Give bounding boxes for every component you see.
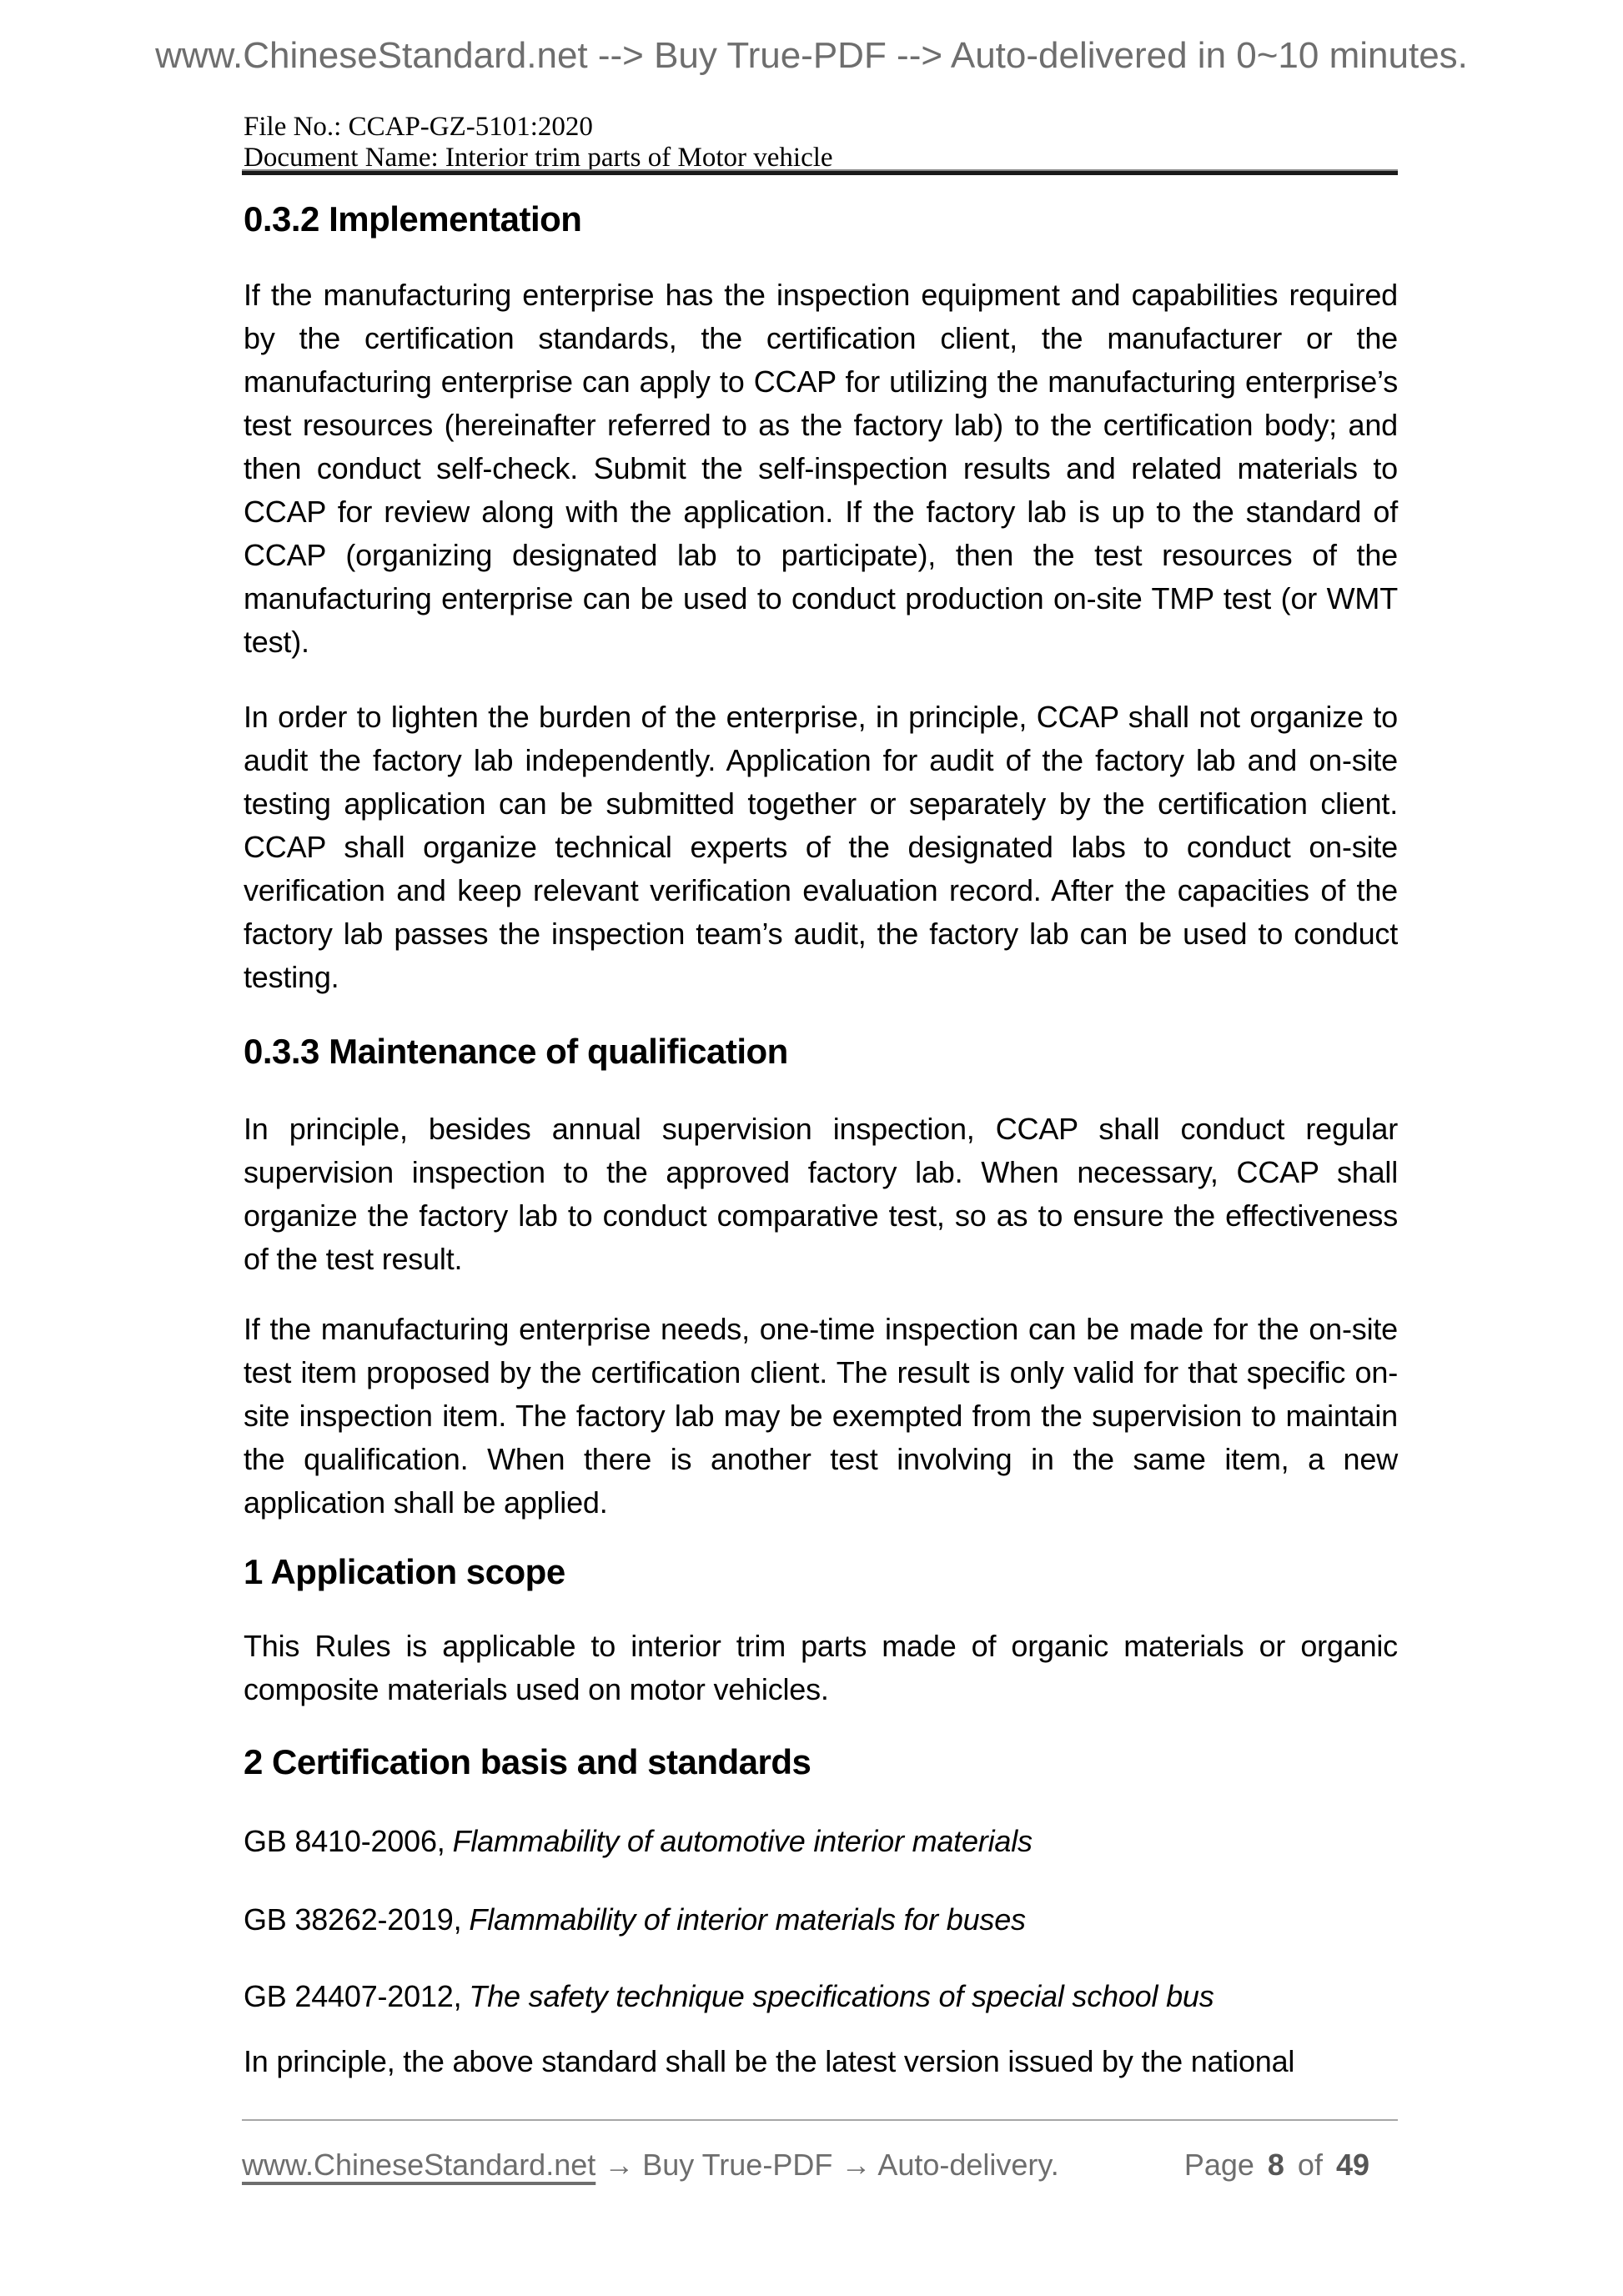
- top-banner-text: www.ChineseStandard.net --> Buy True-PDF --> Auto-delivered in 0~10 minutes.: [155, 35, 1468, 76]
- standard-title: Flammability of interior materials for buses: [469, 1902, 1026, 1937]
- file-no-line: File No.: CCAP-GZ-5101:2020: [244, 112, 593, 142]
- page-indicator: [1184, 2148, 1398, 2183]
- standard-title: The safety technique specifications of special school bus: [469, 1979, 1214, 2013]
- paragraph-implementation-1: If the manufacturing enterprise has the inspection equipment and capabilities required by the certification standards, the certification client, the manufacturer or the manufacturing enterprise can apply to CCAP for utilizing the manufacturing enterprise’s test resources (hereinafter referred to as the factory lab) to the certification body; and then conduct self-check. Submit the self-inspection results and related materials to CCAP for review along with the application. If the factory lab is up to the standard of CCAP (organizing designated lab to participate), then the test resources of the manufacturing enterprise can be used to conduct production on-site TMP test (or WMT test).: [244, 278, 1398, 659]
- page-label: Page: [1183, 2148, 1254, 2182]
- heading-certification-basis: 2 Certification basis and standards: [244, 1742, 812, 1781]
- footer-rule: [242, 2119, 1398, 2121]
- standard-title: Flammability of automotive interior materials: [452, 1824, 1033, 1858]
- standard-code: GB 38262-2019,: [244, 1902, 462, 1937]
- footer: [242, 2148, 1398, 2183]
- paragraph-maintenance-2: If the manufacturing enterprise needs, one-time inspection can be made for the on-site test item proposed by the certification client. The result is only valid for that specific on-site inspection item. The factory lab may be exempted from the supervision to maintain the qualification. When there is another test involving in the same item, a new application shall be applied.: [244, 1312, 1398, 1520]
- heading-maintenance-of-qualification: 0.3.3 Maintenance of qualification: [244, 1032, 788, 1071]
- paragraph-basis-note: In principle, the above standard shall be the latest version issued by the national: [244, 2044, 1295, 2078]
- footer-tagline: → Buy True-PDF → Auto-delivery.: [595, 2148, 1059, 2182]
- paragraph-maintenance-1: In principle, besides annual supervision inspection, CCAP shall conduct regular supervision inspection to the approved factory lab. When necessary, CCAP shall organize the factory lab to conduct comparative test, so as to ensure the effectiveness of the test result.: [244, 1112, 1398, 1276]
- header-rule: [242, 169, 1398, 175]
- document-body: [244, 198, 1398, 2083]
- heading-implementation: 0.3.2 Implementation: [244, 199, 582, 239]
- standard-code: GB 24407-2012,: [244, 1979, 462, 2013]
- paragraph-implementation-2: In order to lighten the burden of the enterprise, in principle, CCAP shall not organize to audit the factory lab independently. Application for audit of the factory lab and on-site testing application can be submitted together or separately by the certification client. CCAP shall organize technical experts of the designated labs to conduct on-site verification and keep relevant verification evaluation record. After the capacities of the factory lab passes the inspection team’s audit, the factory lab can be used to conduct testing.: [244, 700, 1398, 994]
- heading-application-scope: 1 Application scope: [244, 1552, 565, 1591]
- standard-line-gb8410: [244, 1820, 1398, 1863]
- page-total-number: 49: [1335, 2148, 1369, 2182]
- footer-left: [242, 2148, 1059, 2183]
- page-current-number: 8: [1267, 2148, 1284, 2182]
- doc-header: [244, 112, 1398, 173]
- standard-line-gb38262: [244, 1898, 1398, 1942]
- page-of-label: of: [1297, 2148, 1323, 2182]
- paragraph-application-scope: This Rules is applicable to interior trim parts made of organic materials or organic composite materials used on motor vehicles.: [244, 1629, 1398, 1706]
- standard-line-gb24407: [244, 1975, 1398, 2018]
- document-name-line: Document Name: Interior trim parts of Motor vehicle: [244, 143, 833, 173]
- footer-site-link[interactable]: www.ChineseStandard.net: [242, 2148, 596, 2182]
- standard-code: GB 8410-2006,: [244, 1824, 445, 1858]
